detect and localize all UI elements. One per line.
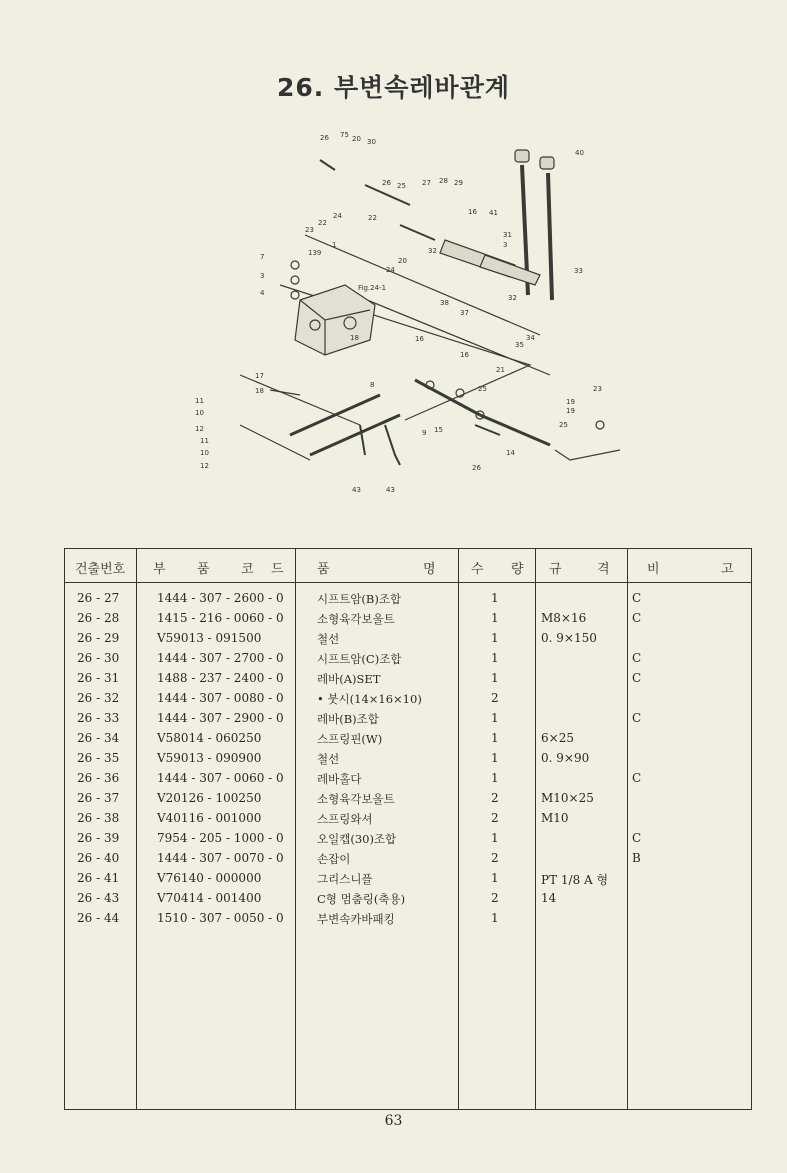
callout-label: 20 bbox=[398, 257, 407, 265]
callout-label: 31 bbox=[503, 231, 512, 239]
callout-label: 10 bbox=[200, 449, 209, 457]
table-row bbox=[65, 911, 751, 931]
callout-label: 11 bbox=[195, 397, 204, 405]
callout-label: 7 bbox=[260, 253, 265, 261]
callout-label: 25 bbox=[478, 385, 487, 393]
callout-label: 26 bbox=[472, 464, 481, 472]
part-name-cell: C형 멈춤링(축용) bbox=[317, 892, 406, 906]
part-name-cell: 레바(A)SET bbox=[317, 672, 381, 686]
table-row bbox=[65, 831, 751, 851]
callout-label: 16 bbox=[415, 335, 424, 343]
callout-label: 3 bbox=[503, 241, 508, 249]
header-note-char: 고 bbox=[721, 562, 734, 577]
callout-label: 43 bbox=[386, 486, 395, 494]
callout-label: 30 bbox=[367, 138, 376, 146]
part-code-cell: 1444 - 307 - 2600 - 0 bbox=[157, 591, 284, 605]
exploded-parts-diagram bbox=[160, 125, 660, 520]
quantity-cell: 2 bbox=[491, 851, 499, 865]
part-number-cell: 26 - 27 bbox=[77, 591, 120, 605]
part-name-cell: 소형육각보울트 bbox=[317, 792, 395, 806]
table-row bbox=[65, 851, 751, 871]
part-name-cell: 레바홀다 bbox=[317, 772, 362, 786]
callout-label: 23 bbox=[593, 385, 602, 393]
callout-label: 10 bbox=[195, 409, 204, 417]
part-code-cell: V76140 - 000000 bbox=[157, 871, 262, 885]
table-row bbox=[65, 631, 751, 651]
callout-label: 21 bbox=[496, 366, 505, 374]
part-code-cell: 1444 - 307 - 0070 - 0 bbox=[157, 851, 284, 865]
remark-cell: C bbox=[632, 671, 642, 685]
part-name-cell: 시프트암(B)조합 bbox=[317, 592, 402, 606]
part-number-cell: 26 - 36 bbox=[77, 771, 120, 785]
callout-label: 19 bbox=[566, 407, 575, 415]
header-spec-char: 규 bbox=[549, 562, 562, 577]
part-code-cell: V20126 - 100250 bbox=[157, 791, 262, 805]
part-code-cell: V58014 - 060250 bbox=[157, 731, 262, 745]
callout-label: 1 bbox=[332, 241, 337, 249]
part-code-cell: 1444 - 307 - 2900 - 0 bbox=[157, 711, 284, 725]
callout-label: 75 bbox=[340, 131, 349, 139]
quantity-cell: 1 bbox=[491, 831, 499, 845]
header-code-char: 드 bbox=[271, 562, 284, 577]
callout-label: 40 bbox=[575, 149, 584, 157]
table-row bbox=[65, 871, 751, 891]
table-row bbox=[65, 751, 751, 771]
part-number-cell: 26 - 39 bbox=[77, 831, 120, 845]
page-title: 26. 부변속레바관계 bbox=[276, 73, 511, 102]
part-number-cell: 26 - 37 bbox=[77, 791, 120, 805]
header-code-char: 부 bbox=[153, 562, 166, 577]
remark-cell: C bbox=[632, 771, 642, 785]
specification-cell: M8×16 bbox=[541, 611, 587, 625]
callout-label: 4 bbox=[260, 289, 265, 297]
quantity-cell: 1 bbox=[491, 651, 499, 665]
callout-label: 20 bbox=[352, 135, 361, 143]
part-code-cell: V59013 - 091500 bbox=[157, 631, 262, 645]
callout-label: 26 bbox=[320, 134, 329, 142]
header-qty-char: 수 bbox=[471, 562, 484, 577]
part-name-cell: 소형육각보울트 bbox=[317, 612, 395, 626]
table-row bbox=[65, 771, 751, 791]
part-number-cell: 26 - 32 bbox=[77, 691, 120, 705]
callout-label: 16 bbox=[460, 351, 469, 359]
header-note-char: 비 bbox=[647, 562, 660, 577]
specification-cell: 0. 9×90 bbox=[541, 751, 590, 765]
specification-cell: PT 1/8 A 형 bbox=[541, 873, 609, 887]
callout-label: 16 bbox=[468, 208, 477, 216]
header-qty-char: 량 bbox=[511, 562, 524, 577]
callout-label: 33 bbox=[574, 267, 583, 275]
header-code-char: 품 bbox=[197, 562, 210, 577]
callout-label: 26 bbox=[382, 179, 391, 187]
callout-label: 32 bbox=[428, 247, 437, 255]
part-number-cell: 26 - 35 bbox=[77, 751, 120, 765]
part-name-cell: 그리스니플 bbox=[317, 872, 373, 886]
callout-label: Fig.24-1 bbox=[358, 284, 387, 292]
parts-table bbox=[64, 548, 752, 1110]
part-number-cell: 26 - 28 bbox=[77, 611, 120, 625]
callout-label: 12 bbox=[195, 425, 204, 433]
callout-label: 139 bbox=[308, 249, 322, 257]
table-row bbox=[65, 731, 751, 751]
remark-cell: C bbox=[632, 831, 642, 845]
part-code-cell: 1444 - 307 - 0060 - 0 bbox=[157, 771, 284, 785]
table-row bbox=[65, 691, 751, 711]
table-row bbox=[65, 791, 751, 811]
callout-label: 34 bbox=[526, 334, 535, 342]
header-spec-char: 격 bbox=[597, 562, 610, 577]
quantity-cell: 2 bbox=[491, 811, 499, 825]
part-number-cell: 26 - 43 bbox=[77, 891, 120, 905]
part-name-cell: 철선 bbox=[317, 752, 340, 766]
table-row bbox=[65, 811, 751, 831]
part-name-cell: 부변속카바패킹 bbox=[317, 912, 395, 926]
callout-label: 43 bbox=[352, 486, 361, 494]
part-name-cell: 스프링핀(W) bbox=[317, 732, 383, 746]
part-name-cell: • 붓시(14×16×10) bbox=[317, 692, 422, 706]
table-row bbox=[65, 611, 751, 631]
callout-label: 19 bbox=[566, 398, 575, 406]
part-code-cell: 1488 - 237 - 2400 - 0 bbox=[157, 671, 284, 685]
remark-cell: C bbox=[632, 591, 642, 605]
callout-label: 29 bbox=[454, 179, 463, 187]
part-name-cell: 스프링와셔 bbox=[317, 812, 373, 826]
callout-label: 11 bbox=[200, 437, 209, 445]
callout-label: 23 bbox=[305, 226, 314, 234]
quantity-cell: 1 bbox=[491, 711, 499, 725]
quantity-cell: 1 bbox=[491, 911, 499, 925]
part-number-cell: 26 - 44 bbox=[77, 911, 120, 925]
table-header-row bbox=[65, 549, 751, 583]
quantity-cell: 2 bbox=[491, 891, 499, 905]
part-number-cell: 26 - 40 bbox=[77, 851, 120, 865]
part-name-cell: 철선 bbox=[317, 632, 340, 646]
part-number-cell: 26 - 38 bbox=[77, 811, 120, 825]
remark-cell: B bbox=[632, 851, 641, 865]
part-number-cell: 26 - 41 bbox=[77, 871, 120, 885]
quantity-cell: 2 bbox=[491, 791, 499, 805]
part-code-cell: 1415 - 216 - 0060 - 0 bbox=[157, 611, 284, 625]
remark-cell: C bbox=[632, 711, 642, 725]
callout-label: 18 bbox=[255, 387, 264, 395]
part-number-cell: 26 - 33 bbox=[77, 711, 120, 725]
callout-label: 27 bbox=[422, 179, 431, 187]
part-code-cell: V70414 - 001400 bbox=[157, 891, 262, 905]
callout-label: 12 bbox=[200, 462, 209, 470]
callout-label: 25 bbox=[397, 182, 406, 190]
callout-label: 9 bbox=[422, 429, 427, 437]
part-code-cell: 1444 - 307 - 0080 - 0 bbox=[157, 691, 284, 705]
part-code-cell: V59013 - 090900 bbox=[157, 751, 262, 765]
callout-label: 14 bbox=[506, 449, 515, 457]
callout-label: 8 bbox=[370, 381, 375, 389]
quantity-cell: 1 bbox=[491, 731, 499, 745]
callout-label: 41 bbox=[489, 209, 498, 217]
part-name-cell: 레바(B)조합 bbox=[317, 712, 379, 726]
header-name-char: 품 bbox=[317, 562, 330, 577]
part-code-cell: 7954 - 205 - 1000 - 0 bbox=[157, 831, 284, 845]
callout-label: 24 bbox=[386, 266, 395, 274]
table-row bbox=[65, 711, 751, 731]
diagram-drawing bbox=[160, 125, 660, 520]
specification-cell: M10×25 bbox=[541, 791, 594, 805]
quantity-cell: 1 bbox=[491, 591, 499, 605]
part-code-cell: 1444 - 307 - 2700 - 0 bbox=[157, 651, 284, 665]
callout-label: 32 bbox=[508, 294, 517, 302]
page-number: 63 bbox=[384, 1113, 403, 1129]
header-code-char: 코 bbox=[241, 562, 254, 577]
specification-cell: 6×25 bbox=[541, 731, 574, 745]
callout-label: 28 bbox=[439, 177, 448, 185]
quantity-cell: 1 bbox=[491, 671, 499, 685]
part-number-cell: 26 - 30 bbox=[77, 651, 120, 665]
header-part-number: 건출번호 bbox=[75, 562, 126, 577]
callout-label: 25 bbox=[559, 421, 568, 429]
quantity-cell: 2 bbox=[491, 691, 499, 705]
quantity-cell: 1 bbox=[491, 631, 499, 645]
quantity-cell: 1 bbox=[491, 771, 499, 785]
part-number-cell: 26 - 34 bbox=[77, 731, 120, 745]
specification-cell: 0. 9×150 bbox=[541, 631, 597, 645]
part-number-cell: 26 - 31 bbox=[77, 671, 120, 685]
remark-cell: C bbox=[632, 651, 642, 665]
quantity-cell: 1 bbox=[491, 611, 499, 625]
callout-label: 35 bbox=[515, 341, 524, 349]
header-name-char: 명 bbox=[423, 562, 436, 577]
table-row bbox=[65, 591, 751, 611]
part-code-cell: V40116 - 001000 bbox=[157, 811, 262, 825]
table-row bbox=[65, 671, 751, 691]
part-number-cell: 26 - 29 bbox=[77, 631, 120, 645]
part-name-cell: 오일캡(30)조합 bbox=[317, 832, 397, 846]
specification-cell: M10 bbox=[541, 811, 569, 825]
callout-label: 24 bbox=[333, 212, 342, 220]
remark-cell: C bbox=[632, 611, 642, 625]
callout-label: 15 bbox=[434, 426, 443, 434]
specification-cell: 14 bbox=[541, 891, 557, 905]
table-row bbox=[65, 891, 751, 911]
quantity-cell: 1 bbox=[491, 871, 499, 885]
part-code-cell: 1510 - 307 - 0050 - 0 bbox=[157, 911, 284, 925]
callout-label: 3 bbox=[260, 272, 265, 280]
callout-label: 17 bbox=[255, 372, 264, 380]
quantity-cell: 1 bbox=[491, 751, 499, 765]
callout-label: 38 bbox=[440, 299, 449, 307]
table-row bbox=[65, 651, 751, 671]
callout-label: 22 bbox=[368, 214, 377, 222]
part-name-cell: 손잡이 bbox=[317, 852, 351, 866]
callout-label: 37 bbox=[460, 309, 469, 317]
part-name-cell: 시프트암(C)조합 bbox=[317, 652, 402, 666]
callout-label: 18 bbox=[350, 334, 359, 342]
callout-label: 22 bbox=[318, 219, 327, 227]
